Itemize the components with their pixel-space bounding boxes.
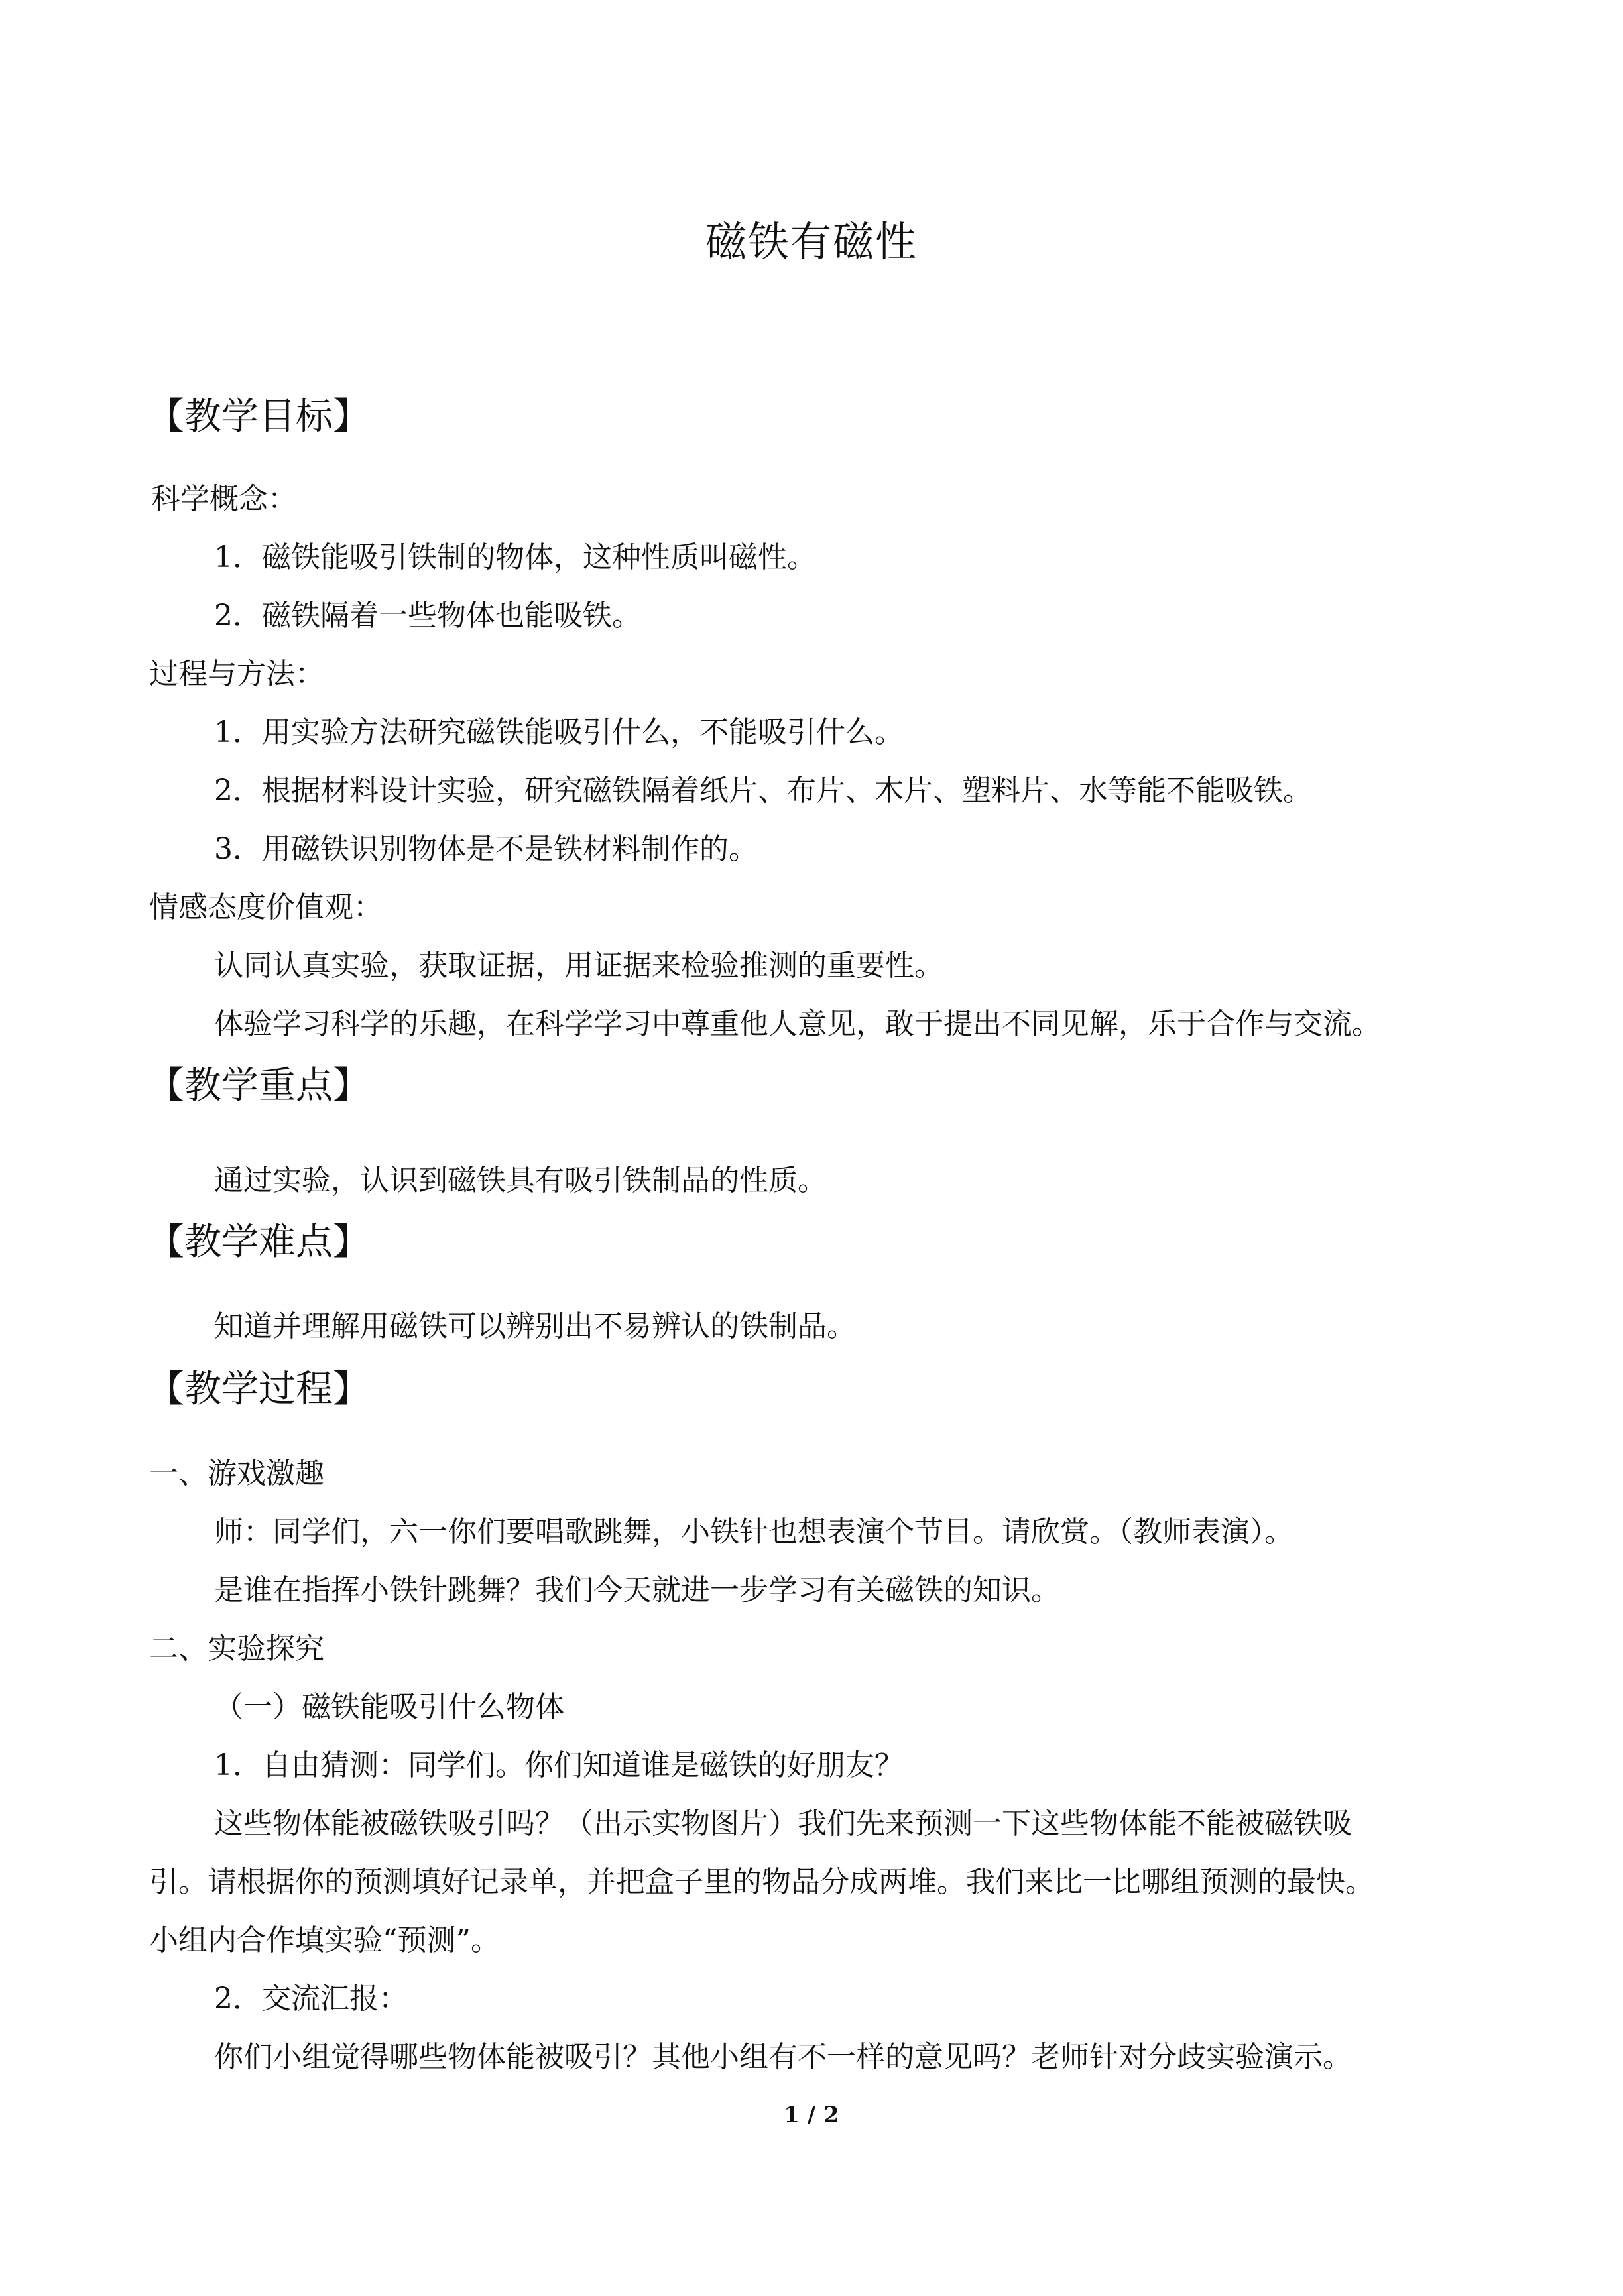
section-heading-process: 【教学过程】 [147,1368,370,1411]
process-part1-paragraph-2: 是谁在指挥小铁针跳舞？我们今天就进一步学习有关磁铁的知识。 [214,1573,1060,1607]
difficulties-text: 知道并理解用磁铁可以辨别出不易辨认的铁制品。 [214,1309,856,1343]
emotion-item-1: 认同认真实验，获取证据，用证据来检验推测的重要性。 [214,949,943,983]
section-heading-difficulties: 【教学难点】 [147,1221,370,1264]
concept-label: 科学概念： [151,482,297,516]
process-step-2-paragraph: 你们小组觉得哪些物体能被吸引？其他小组有不一样的意见吗？老师针对分歧实验演示。 [214,2040,1352,2074]
process-step-1-paragraph-line-3: 小组内合作填实验“预测”。 [149,1923,500,1957]
page-number: 1 / 2 [784,2102,839,2128]
process-method-item-1: 1．用实验方法研究磁铁能吸引什么，不能吸引什么。 [214,715,904,749]
process-part1-label: 一、游戏激趣 [149,1457,324,1490]
emotion-item-2: 体验学习科学的乐趣，在科学学习中尊重他人意见，敢于提出不同见解，乐于合作与交流。 [214,1007,1381,1041]
section-heading-goals: 【教学目标】 [147,395,370,438]
key-points-text: 通过实验，认识到磁铁具有吸引铁制品的性质。 [214,1164,827,1197]
process-part1-paragraph-1: 师：同学们，六一你们要唱歌跳舞，小铁针也想表演个节目。请欣赏。（教师表演）。 [214,1515,1293,1549]
process-sub1-label: （一）磁铁能吸引什么物体 [214,1690,564,1724]
process-part2-label: 二、实验探究 [149,1632,324,1665]
concept-item-2: 2．磁铁隔着一些物体也能吸铁。 [214,599,641,633]
process-step-1: 1．自由猜测：同学们。你们知道谁是磁铁的好朋友？ [214,1748,904,1782]
process-step-1-paragraph-line-1: 这些物体能被磁铁吸引吗？（出示实物图片）我们先来预测一下这些物体能不能被磁铁吸 [214,1807,1352,1841]
process-step-2: 2．交流汇报： [214,1982,408,2016]
concept-item-1: 1．磁铁能吸引铁制的物体，这种性质叫磁性。 [214,540,816,574]
process-method-item-2: 2．根据材料设计实验，研究磁铁隔着纸片、布片、木片、塑料片、水等能不能吸铁。 [214,774,1312,808]
process-step-1-paragraph-line-2: 引。请根据你的预测填好记录单，并把盒子里的物品分成两堆。我们来比一比哪组预测的最快。 [149,1865,1374,1899]
process-method-item-3: 3．用磁铁识别物体是不是铁材料制作的。 [214,832,758,866]
emotion-label: 情感态度价值观： [149,890,383,924]
document-title: 磁铁有磁性 [705,217,918,266]
process-method-label: 过程与方法： [149,657,324,691]
section-heading-key-points: 【教学重点】 [147,1064,370,1107]
